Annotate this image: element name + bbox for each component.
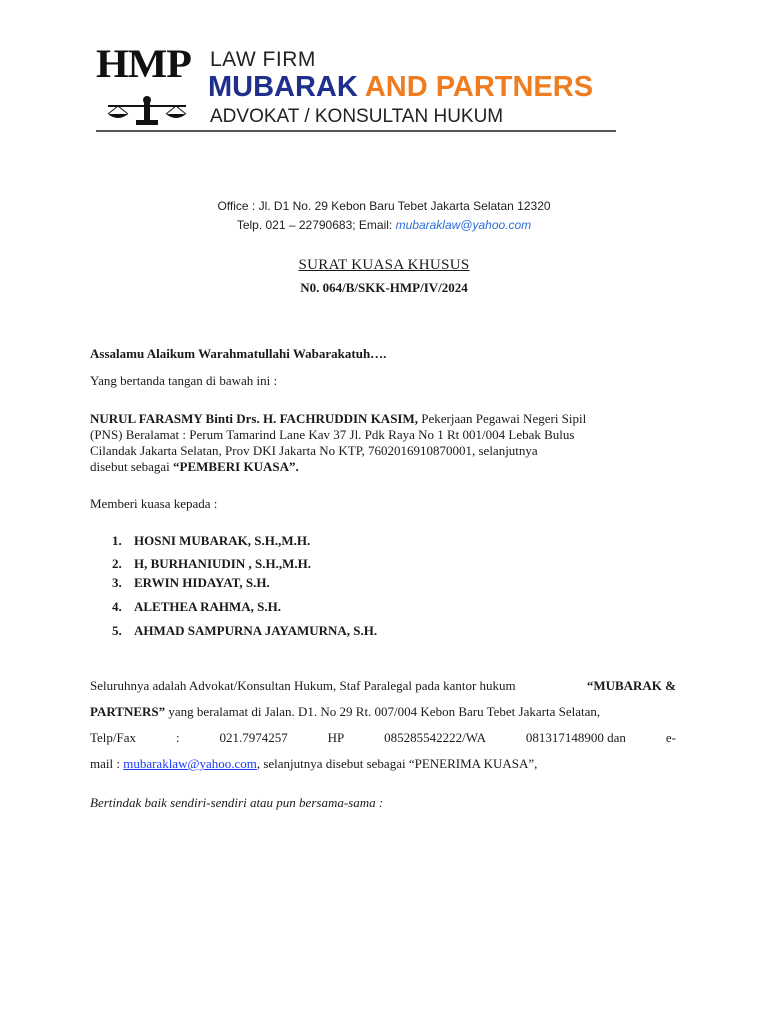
- attorney-name: ALETHEA RAHMA, S.H.: [134, 599, 281, 614]
- document-title: SURAT KUASA KHUSUS: [298, 257, 470, 273]
- grantor-line-4: disebut sebagai: [90, 459, 174, 474]
- attorney-name: ERWIN HIDAYAT, S.H.: [134, 575, 270, 590]
- intro-text: Yang bertanda tangan di bawah ini :: [90, 373, 278, 388]
- attorney-name: AHMAD SAMPURNA JAYAMURNA, S.H.: [134, 623, 378, 638]
- grantor-line-1: Pekerjaan Pegawai Negeri Sipil: [418, 411, 587, 426]
- office-contact: [0, 218, 768, 232]
- office-address: Office : Jl. D1 No. 29 Kebon Baru Tebet Jakarta Selatan 12320: [217, 199, 551, 213]
- list-item: 2. H, BURHANIUDIN , S.H.,M.H.: [112, 556, 311, 571]
- grantor-line-3: Cilandak Jakarta Selatan, Prov DKI Jakarta No KTP, 7602016910870001, selanjutnya: [90, 443, 538, 458]
- office-phone: Telp. 021 – 22790683; Email:: [236, 218, 396, 232]
- office-email-link[interactable]: mubaraklaw@yahoo.com: [395, 218, 532, 232]
- list-item: 5. AHMAD SAMPURNA JAYAMURNA, S.H.: [112, 623, 378, 638]
- letterhead-divider: [96, 130, 616, 132]
- closing-text: Bertindak baik sendiri-sendiri atau pun bersama-sama :: [90, 795, 384, 810]
- grantor-block: [90, 411, 678, 475]
- firm-name-primary: MUBARAK: [208, 71, 358, 103]
- grant-to-text: Memberi kuasa kepada :: [90, 496, 218, 511]
- grantor-designation: “PEMBERI KUASA”.: [173, 459, 299, 474]
- letterhead-tagline: ADVOKAT / KONSULTAN HUKUM: [210, 106, 504, 127]
- letterhead-law-firm: LAW FIRM: [210, 48, 316, 71]
- grantor-line-2: (PNS) Beralamat : Perum Tamarind Lane Kav 37 Jl. Pdk Raya No 1 Rt 001/004 Lebak Bulus: [90, 427, 575, 442]
- recipient-paragraph: Seluruhnya adalah Advokat/Konsultan Hukum, Staf Paralegal pada kantor hukum “MUBARAK & PARTNERS” yang beralamat di Jalan. D1. No 29 Rt. 007/004 Kebon Baru Tebet Jakarta Selatan, Telp/Fax : 021.7974257 HP 085285542222/WA 081317148900 dan e- mail : mubaraklaw@yahoo.com, selanjutnya disebut sebagai “PENERIMA KUASA”,: [90, 678, 676, 771]
- letterhead-firm-name: [208, 70, 593, 104]
- grantor-name: NURUL FARASMY Binti Drs. H. FACHRUDDIN KASIM,: [90, 411, 419, 426]
- greeting: Assalamu Alaikum Warahmatullahi Wabarakatuh….: [90, 346, 387, 361]
- document-number: N0. 064/B/SKK-HMP/IV/2024: [300, 280, 468, 295]
- list-item: 1. HOSNI MUBARAK, S.H.,M.H.: [112, 533, 311, 548]
- scales-of-justice-icon: [104, 92, 190, 128]
- firm-name-secondary: AND PARTNERS: [364, 71, 594, 103]
- list-item: 3. ERWIN HIDAYAT, S.H.: [112, 575, 270, 590]
- attorney-name: H, BURHANIUDIN , S.H.,M.H.: [134, 556, 311, 571]
- attorney-name: HOSNI MUBARAK, S.H.,M.H.: [134, 533, 311, 548]
- recipient-email-link[interactable]: mubaraklaw@yahoo.com: [123, 756, 257, 771]
- list-item: 4. ALETHEA RAHMA, S.H.: [112, 599, 281, 614]
- firm-logo: HMP: [96, 41, 191, 86]
